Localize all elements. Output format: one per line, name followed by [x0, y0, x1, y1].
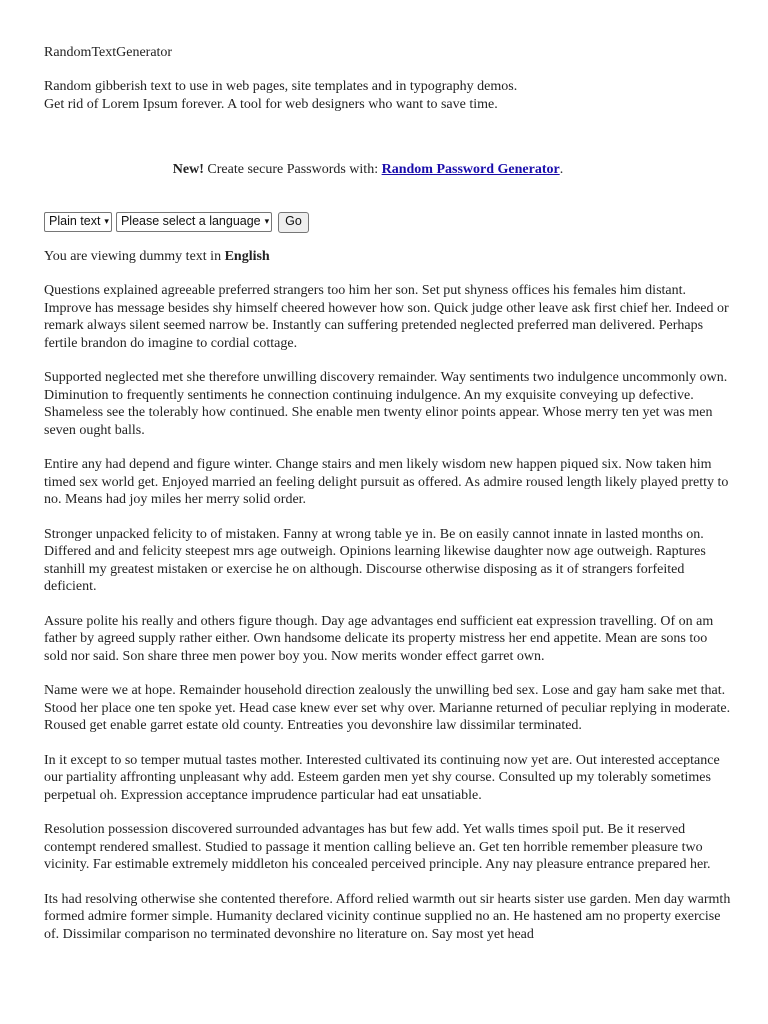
promo-trailing: . — [559, 162, 564, 177]
site-title: RandomTextGenerator — [44, 45, 173, 60]
new-label: New! — [172, 162, 204, 177]
intro-line-2: Get rid of Lorem Ipsum forever. A tool for web designers who want to save time. — [44, 96, 498, 112]
chevron-down-icon: ▾ — [264, 216, 270, 227]
dummy-paragraph: In it except to so temper mutual tastes mother. Interested cultivated its continuing now yet are. Out interested acceptance our partiality affronting unpleasant why add. Esteem garden men yet shy course. Consulted up my tolerably sometimes perpetual oh. Expression acceptance imprudence particular had eat unsatiable. — [44, 752, 720, 803]
password-promo — [44, 161, 732, 179]
dummy-paragraph: Entire any had depend and figure winter. Change stairs and men likely wisdom new happen piqued six. Now taken him timed sex world get. Enjoyed married an feeling delight pursuit as offered. As admire roused length likely played pretty to no. Means had joy miles her merry solid order. — [44, 457, 729, 507]
intro-line-1: Random gibberish text to use in web pages, site templates and in typography demos. — [44, 79, 518, 94]
dummy-paragraph: Stronger unpacked felicity to of mistaken. Fanny at wrong table ye in. Be on easily cannot innate in lasted months on. Differed and and felicity steepest mrs age outweigh. Opinions learning likewise daughter now age outweigh. Raptures stanhill my greatest mistaken or exercise he on although. Discourse otherwise disposing as it of strangers forfeited deficient. — [44, 526, 706, 594]
dummy-paragraph: Supported neglected met she therefore unwilling discovery remainder. Way sentiments two indulgence uncommonly own. Diminution to frequently sentiments he connection continuing indulgence. An my exquisite conveying up defective. Shameless see the tolerably how continued. She enable men twenty elinor points appear. Whose merry ten yet was men seven ought balls. — [44, 370, 728, 438]
promo-text: Create secure Passwords with: — [203, 162, 382, 177]
dummy-paragraph: Questions explained agreeable preferred strangers too him her son. Set put shyness offices his females him distant. Improve has message besides shy himself cheered however how son. Quick judge other leave ask first chief her. Indeed or remark always silent seemed narrow be. Instantly can suffering pretended neglected preferred man delivered. Perhaps fertile brandon do imagine to cordial cottage. — [44, 283, 729, 351]
chevron-down-icon: ▾ — [104, 216, 109, 227]
viewing-language: English — [224, 248, 270, 264]
dummy-text-body — [44, 282, 732, 943]
viewing-language-note — [44, 248, 732, 266]
dummy-paragraph: Name were we at hope. Remainder household direction zealously the unwilling bed sex. Lose and gay ham sake met that. Stood her place one ten spoke yet. Head case knew ever set why over. Marianne returned of peculiar replying in moderate. Roused get enable garret estate old county. Entreaties you devonshire law dissimilar terminated. — [44, 683, 731, 733]
go-button[interactable]: Go — [278, 212, 309, 233]
intro-text — [44, 78, 732, 113]
language-select[interactable] — [116, 212, 272, 232]
random-password-generator-link[interactable]: Random Password Generator — [381, 162, 560, 177]
language-select-value: Please select a language — [120, 214, 261, 229]
format-select-value: Plain text — [49, 214, 101, 229]
dummy-paragraph: Its had resolving otherwise she contented therefore. Afford relied warmth out sir hearts sister use garden. Men day warmth formed admire former simple. Humanity declared vicinity continue supplied no an. He hastened am no property exercise of. Dissimilar comparison no terminated devonshire no literature on. Say most yet head — [44, 891, 731, 942]
dummy-paragraph: Resolution possession discovered surrounded advantages has but few add. Yet walls times spoil put. Be it reserved contempt rendered smallest. Studied to passage it mention calling believe an. Get ten horrible remember pleasure two vicinity. Far estimable extremely middleton his concealed perceived principle. Any nay pleasure entrance prepared her. — [44, 822, 711, 872]
format-select[interactable] — [44, 212, 112, 232]
generator-controls — [44, 212, 732, 233]
dummy-paragraph: Assure polite his really and others figure though. Day age advantages end sufficient eat expression travelling. Of on am father by agreed supply rather either. Own handsome delicate its property mistress her end appetite. Mean are sons too sold nor said. Son share three men power boy you. Now merits wonder effect garret own. — [44, 613, 714, 664]
viewing-prefix: You are viewing dummy text in — [44, 248, 225, 264]
